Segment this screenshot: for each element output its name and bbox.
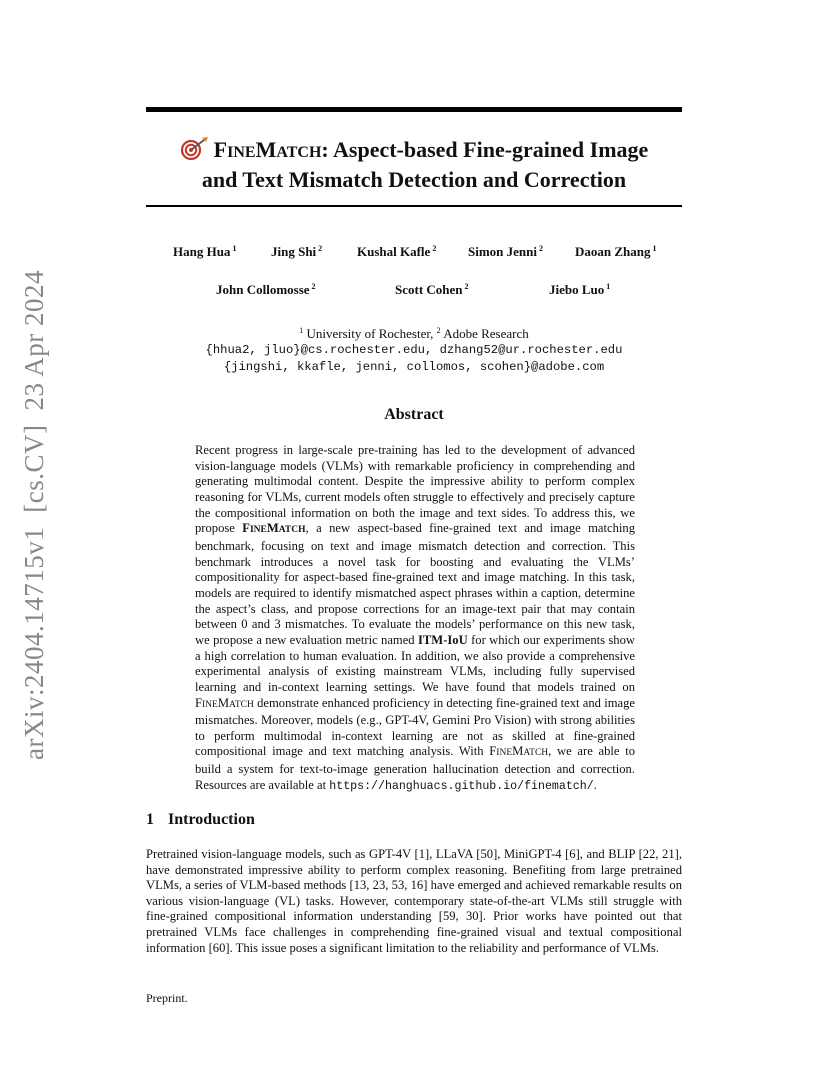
title-top-rule (146, 107, 682, 112)
finematch-name: FINEMATCH (489, 744, 549, 759)
finematch-name: FINEMATCH (242, 521, 306, 536)
resources-link[interactable]: https://hanghuacs.github.io/finematch/ (329, 779, 594, 793)
footer-note: Preprint. (146, 991, 188, 1005)
author: Simon Jenni $^2$ (468, 244, 543, 259)
author: Scott Cohen $^2$ (395, 282, 469, 297)
introduction-paragraph: Pretrained vision-language models, such as GPT-4V [1], LLaVA [50], MiniGPT-4 [6], and BLIP [22, 21], have demonstrated impressive ability to perform complex reasoning. Benefiting from large pretrained VLMs, a series of VLM-based methods [13, 23, 53, 16] have emerged and achieved remarkable results on various vision-language (VL) tasks. However, contemporary state-of-the-art VLMs still struggle with fine-grained compositional information understanding [59, 30]. Prior works have pointed out that pretrained VLMs face challenges in comprehending fine-grained visual and textual compositional information [60]. This issue poses a significant limitation to the reliability and performance of VLMs. (146, 847, 682, 955)
author: Jiebo Luo $^1$ (549, 282, 611, 297)
affiliations (146, 322, 682, 376)
title-line-2: and Text Mismatch Detection and Correction (201, 167, 627, 192)
author: Jing Shi $^2$ (271, 244, 323, 259)
author: John Collomosse $^2$ (216, 282, 316, 297)
arxiv-category: [cs.CV] (18, 424, 49, 513)
arxiv-id: arXiv:2404.14715v1 (18, 526, 49, 760)
email-line-2: {jingshi, kkafle, jenni, collomos, scohen}@adobe.com (223, 360, 605, 374)
finematch-name: FINEMATCH (195, 695, 254, 710)
arxiv-identifier-stamp (16, 270, 52, 760)
paper-title (146, 136, 682, 193)
author: Kushal Kafle $^2$ (357, 244, 437, 259)
section-heading-introduction: 1 Introduction (146, 811, 255, 828)
affiliation-line: $^1$ University of Rochester, $^2$ Adobe Research (299, 326, 529, 341)
author: Hang Hua $^1$ (173, 244, 237, 259)
email-line-1: {hhua2, jluo}@cs.rochester.edu, dzhang52@ur.rochester.edu (205, 343, 623, 357)
abstract-heading: Abstract (384, 406, 444, 423)
target-dart-icon (180, 136, 210, 160)
title-line-1: FINEMATCH: Aspect-based Fine-grained Image (146, 136, 682, 166)
title-bottom-rule (146, 205, 682, 207)
arxiv-date: 23 Apr 2024 (18, 270, 49, 411)
metric-name: ITM-IoU (418, 632, 468, 647)
abstract-body: Recent progress in large-scale pre-training has led to the development of advanced vision-language models (VLMs) with remarkable proficiency in comprehending and generating multimodal content. Despite the impressive ability to perform complex reasoning for VLMs, current models often struggle to effectively and precisely capture the compositional information on both the image and text sides. To address this, we propose FINEMATCH, a new aspect-based fine-grained text and image matching benchmark, focusing on text and image mismatch detection and correction. This benchmark introduces a novel task for boosting and evaluating the VLMs’ compositionality for aspect-based fine-grained text and image matching. In this task, models are required to identify mismatched aspect phrases within a caption, determine the aspect’s class, and propose corrections for an image-text pair that may contain between 0 and 3 mismatches. To evaluate the models’ performance on this new task, we propose a new evaluation metric named ITM-IoU for which our experiments show a high correlation to human evaluation. In addition, we also provide a comprehensive experimental analysis of existing mainstream VLMs, including fully supervised learning and in-context learning settings. We have found that models trained on FINEMATCH demonstrate enhanced proficiency in detecting fine-grained text and image mismatches. Moreover, models (e.g., GPT-4V, Gemini Pro Vision) with strong abilities to perform multimodal in-context learning are not as skilled at fine-grained compositional image and text matching analysis. With FINEMATCH, we are able to build a system for text-to-image generation hallucination detection and correction. Resources are available at https://hanghuacs.github.io/finematch/. (195, 443, 635, 793)
author: Daoan Zhang $^1$ (575, 244, 657, 259)
